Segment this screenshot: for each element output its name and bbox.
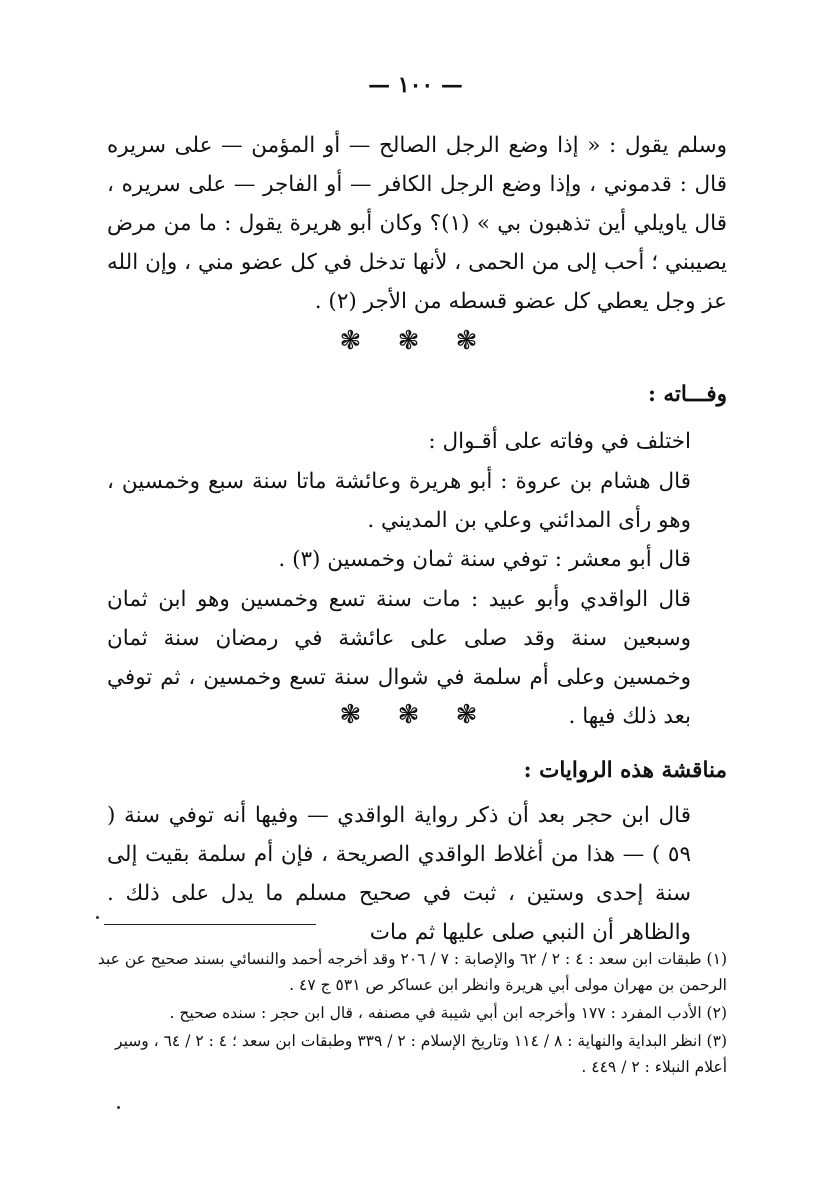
footnotes <box>97 946 727 1082</box>
paragraph-2: قال هشام بن عروة : أبو هريرة وعائشة ماتا سنة سبع وخمسين ، وهو رأى المدائني وعلي بن المديني . <box>107 469 691 533</box>
text-line-3: قال أبو معشر : توفي سنة ثمان وخمسين (٣) . <box>278 547 691 572</box>
text-line-1: اختلف في وفاته على أقـوال : <box>428 429 691 454</box>
paragraph-1: وسلم يقول : « إذا وضع الرجل الصالح — أو المؤمن — على سريره قال : قدموني ، وإذا وضع الرجل الكافر — أو الفاجر — على سريره ، قال ياويلي أين تذهبون بي » (١)؟ وكان أبو هريرة يقول : ما من مرض يصيبني ؛ أحب إلى من الحمى ، لأنها تدخل في كل عضو مني ، وإن الله عز وجل يعطي كل عضو قسطه من الأجر (٢) . <box>107 133 728 314</box>
footnote-3: (٣) انظر البداية والنهاية : ٨ / ١١٤ وتاريخ الإسلام : ٢ / ٣٣٩ وطبقات ابن سعد ؛ ٤ : ٢ / ٦٤ ، وسير أعلام النبلاء : ٢ / ٤٤٩ . <box>115 1032 727 1076</box>
page-number: — ١٠٠ — <box>368 72 463 98</box>
section-heading-death: وفـــاته : <box>647 382 727 407</box>
paragraph-4: قال الواقدي وأبو عبيد : مات سنة تسع وخمسين وهو ابن ثمان وسبعين سنة وقد صلى على عائشة في رمضان سنة ثمان وخمسين وعلى أم سلمة في شوال سنة تسع وخمسين ، ثم توفي بعد ذلك فيها . <box>107 587 691 729</box>
section-separator-2: ❃ ❃ ❃ <box>339 700 492 730</box>
scan-speck <box>117 1106 120 1109</box>
footnote-2: (٢) الأدب المفرد : ١٧٧ وأخرجه ابن أبي شيبة في مصنفه ، قال ابن حجر : سنده صحيح . <box>169 1004 727 1022</box>
section-heading-discussion: مناقشة هذه الروايات : <box>523 758 727 783</box>
scan-speck <box>96 916 99 919</box>
footnote-1: (١) طبقات ابن سعد : ٤ : ٢ / ٦٢ والإصابة : ٧ / ٢٠٦ وقد أخرجه أحمد والنسائي بسند صحيح عن عبد الرحمن بن مهران مولى أبي هريرة وانظر ابن عساكر ص ٥٣١ ج ٤٧ . <box>97 950 727 994</box>
footnote-divider <box>104 924 316 925</box>
section-separator-1: ❃ ❃ ❃ <box>339 326 492 356</box>
paragraph-5: قال ابن حجر بعد أن ذكر رواية الواقدي — وفيها أنه توفي سنة ( ٥٩ ) — هذا من أغلاط الواقدي الصريحة ، فإن أم سلمة بقيت إلى سنة إحدى وستين ، ثبت في صحيح مسلم ما يدل على ذلك . والظاهر أن النبي صلى عليها ثم مات <box>107 803 691 945</box>
